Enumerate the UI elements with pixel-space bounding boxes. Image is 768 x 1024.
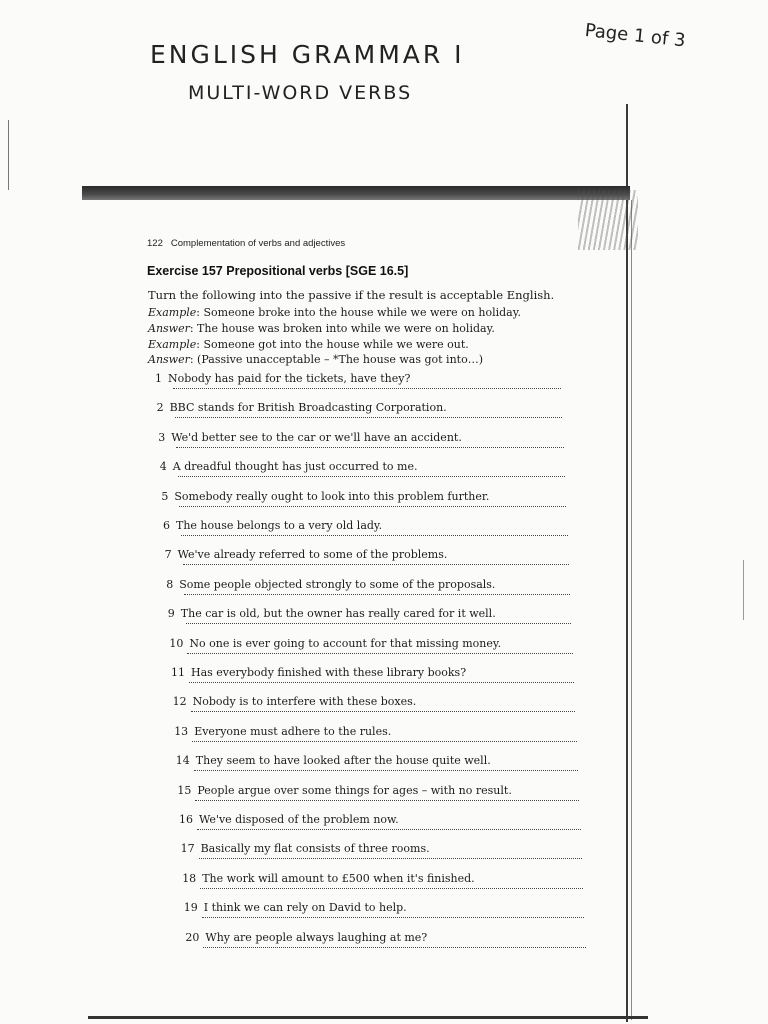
answer-blank-line[interactable] — [178, 476, 565, 477]
item-text: People argue over some things for ages – with no result. — [197, 783, 512, 797]
item-number: 13 — [174, 724, 189, 738]
item-number: 8 — [166, 577, 174, 591]
item-text: Basically my flat consists of three rooms. — [200, 842, 430, 856]
exercise-item — [171, 666, 466, 679]
item-text: The house belongs to a very old lady. — [176, 519, 383, 532]
exercise-item — [163, 519, 382, 532]
example-line — [148, 338, 469, 351]
scan-right-mark — [743, 560, 744, 620]
answer-blank-line[interactable] — [189, 682, 574, 683]
answer-blank-line[interactable] — [187, 653, 572, 654]
item-number: 16 — [179, 813, 193, 826]
answer-blank-line[interactable] — [192, 741, 576, 742]
answer-blank-line[interactable] — [202, 917, 585, 918]
answer-blank-line[interactable] — [194, 770, 578, 771]
item-text: Somebody really ought to look into this problem further. — [174, 489, 490, 503]
item-number: 5 — [161, 489, 169, 503]
item-text: We've already referred to some of the problems. — [177, 548, 448, 562]
item-text: A dreadful thought has just occurred to me. — [172, 460, 418, 474]
item-text: I think we can rely on David to help. — [203, 901, 407, 915]
page-bottom-edge — [88, 1016, 648, 1019]
item-number: 20 — [185, 930, 200, 944]
answer-text: : (Passive unacceptable – *The house was got into…) — [189, 353, 483, 366]
item-text: We've disposed of the problem now. — [199, 813, 399, 826]
answer-blank-line[interactable] — [173, 388, 561, 389]
answer-blank-line[interactable] — [186, 623, 572, 624]
answer-blank-line[interactable] — [183, 564, 569, 565]
answer-label: Answer — [148, 322, 190, 335]
answer-blank-line[interactable] — [175, 417, 563, 418]
exercise-item — [166, 578, 495, 591]
item-number: 10 — [169, 636, 184, 650]
answer-blank-line[interactable] — [181, 535, 568, 536]
exercise-item — [157, 401, 447, 414]
exercise-item — [179, 813, 399, 826]
item-number: 12 — [172, 695, 187, 709]
item-number: 17 — [180, 842, 195, 856]
handwritten-subtitle: MULTI-WORD VERBS — [188, 82, 413, 104]
item-text: Nobody has paid for the tickets, have they? — [168, 372, 411, 385]
example-label: Example — [148, 306, 197, 319]
scan-margin-mark — [8, 120, 9, 190]
exercise-item — [161, 490, 489, 503]
exercise-item — [160, 460, 418, 473]
exercise-item — [169, 637, 501, 650]
book-spine-shadow — [631, 200, 632, 1020]
answer-blank-line[interactable] — [179, 506, 566, 507]
exercise-item — [158, 431, 462, 444]
page-top-shadow-band — [82, 186, 630, 200]
item-text: BBC stands for British Broadcasting Corporation. — [169, 401, 447, 415]
item-text: No one is ever going to account for that missing money. — [189, 636, 502, 650]
answer-text: : The house was broken into while we were on holiday. — [189, 322, 495, 335]
exercise-item — [181, 842, 430, 855]
item-text: The work will amount to £500 when it's finished. — [202, 871, 475, 885]
item-text: We'd better see to the car or we'll have an accident. — [171, 430, 462, 444]
answer-blank-line[interactable] — [191, 711, 576, 712]
running-head — [147, 238, 345, 249]
item-number: 19 — [183, 901, 198, 915]
item-number: 3 — [158, 430, 166, 444]
example-line — [148, 306, 521, 319]
answer-blank-line[interactable] — [200, 888, 583, 889]
answer-blank-line[interactable] — [176, 447, 563, 448]
example-text: : Someone got into the house while we were out. — [196, 338, 469, 351]
item-text: The car is old, but the owner has really cared for it well. — [180, 607, 496, 621]
item-number: 9 — [167, 607, 175, 621]
exercise-item — [182, 872, 475, 885]
item-number: 1 — [155, 372, 162, 385]
handwritten-title: ENGLISH GRAMMAR I — [150, 40, 465, 69]
item-text: Nobody is to interfere with these boxes. — [192, 695, 417, 709]
book-page-number: 122 — [147, 238, 163, 249]
exercise-item — [184, 901, 407, 914]
item-number: 6 — [163, 519, 170, 532]
exercise-item — [173, 695, 417, 708]
exercise-item — [177, 784, 511, 797]
exercise-item — [155, 372, 410, 385]
example-text: : Someone broke into the house while we were on holiday. — [196, 306, 521, 319]
exercise-item — [185, 931, 427, 944]
item-text: Everyone must adhere to the rules. — [194, 724, 392, 738]
example-label: Example — [148, 338, 197, 351]
exercise-item — [165, 548, 448, 561]
answer-line — [148, 322, 495, 335]
running-head-text: Complementation of verbs and adjectives — [170, 238, 346, 249]
answer-blank-line[interactable] — [197, 829, 581, 830]
answer-blank-line[interactable] — [199, 858, 582, 859]
item-number: 11 — [171, 666, 185, 679]
answer-blank-line[interactable] — [203, 947, 585, 948]
item-number: 15 — [177, 783, 192, 797]
item-text: Has everybody finished with these library books? — [191, 666, 467, 679]
answer-line — [148, 353, 483, 366]
handwritten-page-note: Page 1 of 3 — [583, 20, 687, 52]
exercise-title: Exercise 157 Prepositional verbs [SGE 16.5] — [147, 264, 409, 278]
item-number: 4 — [159, 460, 167, 474]
item-number: 7 — [164, 548, 172, 562]
item-text: Some people objected strongly to some of the proposals. — [179, 577, 496, 591]
item-number: 2 — [156, 401, 164, 415]
exercise-item — [168, 607, 496, 620]
exercise-instruction: Turn the following into the passive if the result is acceptable English. — [148, 288, 555, 302]
answer-blank-line[interactable] — [184, 594, 570, 595]
exercise-item — [174, 725, 391, 738]
exercise-item — [176, 754, 491, 767]
page-corner-shadow — [578, 190, 638, 250]
item-text: Why are people always laughing at me? — [205, 930, 428, 944]
answer-blank-line[interactable] — [195, 800, 579, 801]
item-number: 14 — [175, 754, 190, 768]
item-number: 18 — [182, 871, 197, 885]
item-text: They seem to have looked after the house quite well. — [195, 754, 491, 768]
answer-label: Answer — [148, 353, 190, 366]
